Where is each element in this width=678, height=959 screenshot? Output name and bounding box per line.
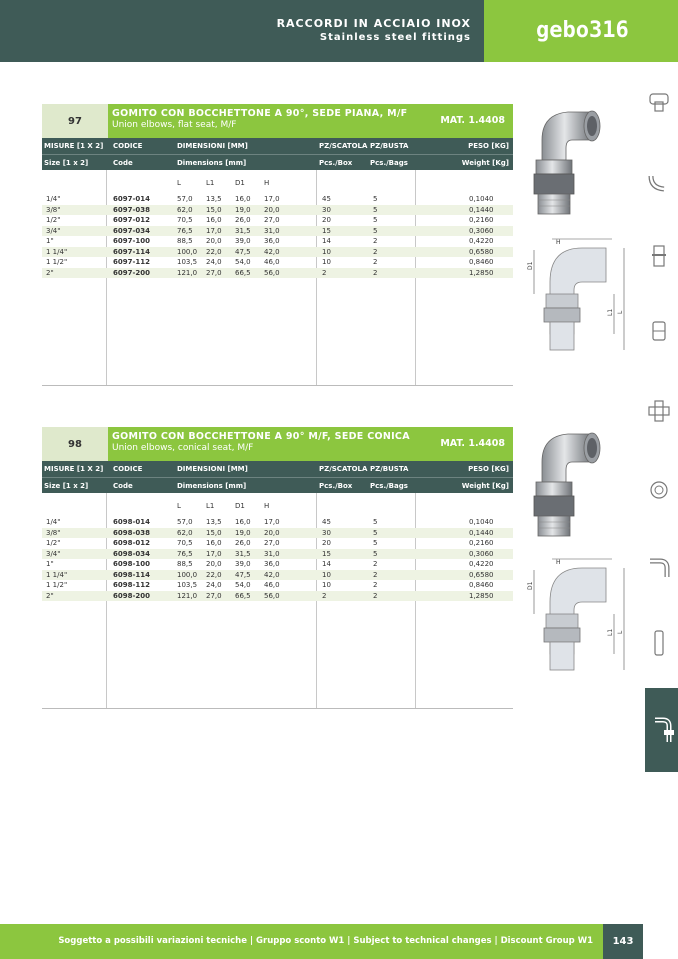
cell-l: 100,0 — [177, 570, 198, 579]
cell-d1: 66,5 — [235, 591, 251, 600]
column-header-row-en — [42, 154, 513, 170]
col-size-it: MISURE [1 X 2] — [44, 142, 104, 150]
cell-size: 1" — [46, 560, 54, 568]
cell-h: 31,0 — [264, 226, 280, 235]
cell-h: 56,0 — [264, 268, 280, 277]
cell-weight: 0,2160 — [469, 539, 494, 547]
cell-l1: 15,0 — [206, 205, 222, 214]
cell-d1: 16,0 — [235, 518, 251, 526]
cross-fitting-icon[interactable] — [646, 398, 672, 424]
cell-l: 70,5 — [177, 216, 193, 224]
cell-l: 57,0 — [177, 195, 193, 203]
col-bag-it: PZ/BUSTA — [370, 142, 409, 150]
page-footer — [0, 924, 603, 959]
cell-bag: 5 — [373, 205, 378, 214]
dim-label-H: H — [264, 179, 270, 187]
cell-size: 1 1/2" — [46, 258, 68, 266]
cell-weight: 0,1040 — [469, 195, 494, 203]
cell-l1: 13,5 — [206, 518, 222, 526]
cell-h: 46,0 — [264, 581, 280, 589]
section-title-it: GOMITO CON BOCCHETTONE A 90°, SEDE PIANA, M/F — [112, 108, 408, 119]
col-dim-en: Dimensions [mm] — [177, 159, 247, 167]
cell-box: 15 — [322, 549, 331, 558]
cell-code: 6097-038 — [113, 205, 150, 214]
cell-weight: 0,6580 — [469, 570, 494, 579]
col-size-en: Size [1 x 2] — [44, 482, 89, 490]
cell-d1: 19,0 — [235, 205, 251, 214]
table-row — [42, 205, 513, 215]
cap-fitting-icon[interactable] — [646, 477, 672, 503]
cell-size: 2" — [46, 591, 54, 600]
cell-d1: 47,5 — [235, 570, 251, 579]
section-heading — [42, 104, 513, 138]
cell-size: 3/4" — [46, 226, 61, 235]
page-number: 143 — [603, 924, 643, 959]
socket-fitting-icon[interactable] — [646, 318, 672, 344]
cell-size: 3/8" — [46, 205, 61, 214]
cell-box: 20 — [322, 216, 331, 224]
cell-size: 2" — [46, 268, 54, 277]
dim-label-D1: D1 — [235, 502, 245, 510]
cell-code: 6097-200 — [113, 268, 150, 277]
diagram-label-l1: L1 — [607, 308, 614, 316]
pipe-fitting-icon[interactable] — [646, 630, 672, 656]
union-elbow-photo-flat — [520, 100, 604, 220]
cell-weight: 1,2850 — [469, 268, 494, 277]
header-title-it: RACCORDI IN ACCIAIO INOX — [276, 17, 471, 30]
cell-code: 6098-112 — [113, 581, 150, 589]
cell-l1: 17,0 — [206, 226, 222, 235]
cell-d1: 31,5 — [235, 549, 251, 558]
union-elbow-diagram-conical — [522, 554, 632, 672]
cell-l1: 15,0 — [206, 528, 222, 537]
col-bag-en: Pcs./Bags — [370, 159, 408, 167]
cell-d1: 26,0 — [235, 216, 251, 224]
col-code-en: Code — [113, 159, 133, 167]
elbow-fitting-icon[interactable] — [646, 555, 672, 581]
cell-code: 6097-114 — [113, 247, 150, 256]
diagram-label-l: L — [617, 630, 624, 634]
cell-l: 76,5 — [177, 226, 193, 235]
cell-l1: 27,0 — [206, 268, 222, 277]
cell-weight: 0,3060 — [469, 226, 494, 235]
cell-code: 6097-014 — [113, 195, 150, 203]
cell-l: 62,0 — [177, 528, 193, 537]
cell-box: 14 — [322, 560, 331, 568]
cell-bag: 2 — [373, 581, 378, 589]
cell-h: 17,0 — [264, 518, 280, 526]
col-size-it: MISURE [1 X 2] — [44, 465, 104, 473]
cell-size: 1/2" — [46, 216, 61, 224]
cell-size: 1/2" — [46, 539, 61, 547]
cell-l: 70,5 — [177, 539, 193, 547]
table-row — [42, 559, 513, 569]
cell-bag: 2 — [373, 560, 378, 568]
cell-l1: 22,0 — [206, 247, 222, 256]
table-row — [42, 194, 513, 204]
cell-size: 3/4" — [46, 549, 61, 558]
cell-l: 76,5 — [177, 549, 193, 558]
cell-weight: 0,1440 — [469, 528, 494, 537]
table-row — [42, 549, 513, 559]
cell-h: 46,0 — [264, 258, 280, 266]
cell-l: 100,0 — [177, 247, 198, 256]
cell-h: 20,0 — [264, 528, 280, 537]
cell-box: 10 — [322, 581, 331, 589]
cell-l: 88,5 — [177, 560, 193, 568]
union-elbow-icon — [649, 714, 675, 746]
table-row — [42, 268, 513, 278]
cell-l1: 20,0 — [206, 560, 222, 568]
cell-weight: 0,8460 — [469, 581, 494, 589]
cell-size: 1" — [46, 237, 54, 245]
cell-box: 20 — [322, 539, 331, 547]
cell-bag: 5 — [373, 195, 378, 203]
dim-label-D1: D1 — [235, 179, 245, 187]
cell-size: 1/4" — [46, 195, 61, 203]
cell-l1: 20,0 — [206, 237, 222, 245]
cell-h: 56,0 — [264, 591, 280, 600]
cell-l1: 24,0 — [206, 581, 222, 589]
cell-code: 6097-034 — [113, 226, 150, 235]
union-elbow-photo-conical — [520, 422, 604, 542]
footer-note: Soggetto a possibili variazioni tecniche | Gruppo sconto W1 | Subject to technical changes | Discount Group W1 — [58, 936, 593, 946]
cell-box: 15 — [322, 226, 331, 235]
cell-box: 30 — [322, 528, 331, 537]
section-title-en: Union elbows, flat seat, M/F — [112, 120, 237, 130]
column-header-row-it — [42, 461, 513, 477]
cell-weight: 1,2850 — [469, 591, 494, 600]
cell-code: 6098-012 — [113, 539, 150, 547]
col-code-it: CODICE — [113, 465, 143, 473]
cell-d1: 39,0 — [235, 560, 251, 568]
table-row — [42, 538, 513, 548]
material-label: MAT. 1.4408 — [440, 115, 505, 126]
cell-size: 1 1/2" — [46, 581, 68, 589]
col-dim-it: DIMENSIONI [MM] — [177, 142, 248, 150]
cell-box: 14 — [322, 237, 331, 245]
cell-box: 10 — [322, 247, 331, 256]
cell-code: 6098-114 — [113, 570, 150, 579]
column-header-row-it — [42, 138, 513, 154]
cell-bag: 5 — [373, 539, 378, 547]
cell-box: 2 — [322, 591, 327, 600]
cell-bag: 2 — [373, 247, 378, 256]
dim-label-L: L — [177, 502, 181, 510]
col-box-en: Pcs./Box — [319, 159, 353, 167]
cell-size: 1/4" — [46, 518, 61, 526]
col-bag-en: Pcs./Bags — [370, 482, 408, 490]
cell-h: 42,0 — [264, 247, 280, 256]
cell-l: 121,0 — [177, 591, 198, 600]
cell-weight: 0,8460 — [469, 258, 494, 266]
cell-box: 45 — [322, 195, 331, 203]
col-box-it: PZ/SCATOLA — [319, 142, 368, 150]
dim-label-L1: L1 — [206, 502, 215, 510]
col-box-it: PZ/SCATOLA — [319, 465, 368, 473]
diagram-label-d1: D1 — [527, 581, 534, 590]
cell-code: 6098-014 — [113, 518, 150, 526]
cell-weight: 0,2160 — [469, 216, 494, 224]
col-weight-en: Weight [Kg] — [461, 159, 509, 167]
cell-code: 6098-100 — [113, 560, 150, 568]
col-dim-en: Dimensions [mm] — [177, 482, 247, 490]
cell-h: 27,0 — [264, 539, 280, 547]
cell-size: 3/8" — [46, 528, 61, 537]
cell-d1: 16,0 — [235, 195, 251, 203]
cell-bag: 2 — [373, 570, 378, 579]
dim-label-H: H — [264, 502, 270, 510]
table-row — [42, 247, 513, 257]
cell-h: 20,0 — [264, 205, 280, 214]
diagram-label-d1: D1 — [527, 261, 534, 270]
col-box-en: Pcs./Box — [319, 482, 353, 490]
cell-weight: 0,3060 — [469, 549, 494, 558]
active-rail-tab[interactable] — [645, 688, 678, 772]
cell-d1: 39,0 — [235, 237, 251, 245]
cell-box: 30 — [322, 205, 331, 214]
col-bag-it: PZ/BUSTA — [370, 465, 409, 473]
cell-l1: 22,0 — [206, 570, 222, 579]
product-table — [42, 493, 513, 709]
table-row — [42, 226, 513, 236]
table-row — [42, 257, 513, 267]
cell-h: 27,0 — [264, 216, 280, 224]
cell-l1: 27,0 — [206, 591, 222, 600]
cell-bag: 5 — [373, 216, 378, 224]
cell-bag: 5 — [373, 226, 378, 235]
diagram-label-l1: L1 — [607, 628, 614, 636]
header-title-block — [277, 17, 471, 43]
cell-weight: 0,4220 — [469, 237, 494, 245]
cell-l1: 24,0 — [206, 258, 222, 266]
cell-l1: 16,0 — [206, 539, 222, 547]
cell-code: 6097-100 — [113, 237, 150, 245]
cell-l: 103,5 — [177, 258, 198, 266]
cell-bag: 5 — [373, 549, 378, 558]
diagram-label-h: H — [556, 559, 561, 566]
cell-h: 36,0 — [264, 237, 280, 245]
cell-bag: 2 — [373, 258, 378, 266]
col-size-en: Size [1 x 2] — [44, 159, 89, 167]
cell-bag: 2 — [373, 268, 378, 277]
cell-code: 6098-034 — [113, 549, 150, 558]
col-weight-it: PESO [KG] — [468, 142, 509, 150]
cell-box: 2 — [322, 268, 327, 277]
table-row — [42, 580, 513, 590]
cell-h: 36,0 — [264, 560, 280, 568]
dim-label-L: L — [177, 179, 181, 187]
cell-weight: 0,1040 — [469, 518, 494, 526]
col-code-en: Code — [113, 482, 133, 490]
cell-l: 62,0 — [177, 205, 193, 214]
table-row — [42, 591, 513, 601]
cell-bag: 5 — [373, 528, 378, 537]
diagram-label-l: L — [617, 310, 624, 314]
cell-size: 1 1/4" — [46, 247, 68, 256]
table-row — [42, 570, 513, 580]
cell-d1: 26,0 — [235, 539, 251, 547]
table-row — [42, 236, 513, 246]
cell-d1: 31,5 — [235, 226, 251, 235]
cell-h: 42,0 — [264, 570, 280, 579]
cell-code: 6097-012 — [113, 216, 150, 224]
material-label: MAT. 1.4408 — [440, 438, 505, 449]
table-row — [42, 517, 513, 527]
cell-d1: 54,0 — [235, 581, 251, 589]
section-title-en: Union elbows, conical seat, M/F — [112, 443, 254, 453]
cell-h: 17,0 — [264, 195, 280, 203]
cell-weight: 0,6580 — [469, 247, 494, 256]
section-number: 98 — [42, 427, 108, 461]
col-weight-it: PESO [KG] — [468, 465, 509, 473]
tee-fitting-icon[interactable] — [646, 88, 672, 114]
nipple-fitting-icon[interactable] — [646, 243, 672, 269]
product-table — [42, 170, 513, 386]
cell-d1: 47,5 — [235, 247, 251, 256]
cell-l1: 16,0 — [206, 216, 222, 224]
header-title-en: Stainless steel fittings — [319, 32, 471, 43]
product-section-97 — [42, 104, 513, 386]
cell-l: 103,5 — [177, 581, 198, 589]
brand-logo: gebo316 — [536, 18, 629, 43]
cell-box: 10 — [322, 570, 331, 579]
cell-l1: 13,5 — [206, 195, 222, 203]
bend-fitting-icon[interactable] — [646, 168, 672, 194]
cell-bag: 2 — [373, 591, 378, 600]
cell-bag: 2 — [373, 237, 378, 245]
cell-code: 6097-112 — [113, 258, 150, 266]
dim-label-L1: L1 — [206, 179, 215, 187]
product-section-98 — [42, 427, 513, 709]
cell-h: 31,0 — [264, 549, 280, 558]
cell-l: 88,5 — [177, 237, 193, 245]
column-header-row-en — [42, 477, 513, 493]
cell-d1: 54,0 — [235, 258, 251, 266]
col-dim-it: DIMENSIONI [MM] — [177, 465, 248, 473]
cell-bag: 5 — [373, 518, 378, 526]
union-elbow-diagram-flat — [522, 234, 632, 352]
diagram-label-h: H — [556, 239, 561, 246]
cell-code: 6098-038 — [113, 528, 150, 537]
table-row — [42, 528, 513, 538]
col-weight-en: Weight [Kg] — [461, 482, 509, 490]
cell-size: 1 1/4" — [46, 570, 68, 579]
cell-weight: 0,1440 — [469, 205, 494, 214]
cell-l1: 17,0 — [206, 549, 222, 558]
cell-l: 57,0 — [177, 518, 193, 526]
section-title-it: GOMITO CON BOCCHETTONE A 90° M/F, SEDE CONICA — [112, 431, 410, 442]
cell-code: 6098-200 — [113, 591, 150, 600]
col-code-it: CODICE — [113, 142, 143, 150]
table-row — [42, 215, 513, 225]
cell-box: 45 — [322, 518, 331, 526]
cell-d1: 66,5 — [235, 268, 251, 277]
section-heading — [42, 427, 513, 461]
cell-weight: 0,4220 — [469, 560, 494, 568]
cell-box: 10 — [322, 258, 331, 266]
cell-l: 121,0 — [177, 268, 198, 277]
section-number: 97 — [42, 104, 108, 138]
cell-d1: 19,0 — [235, 528, 251, 537]
